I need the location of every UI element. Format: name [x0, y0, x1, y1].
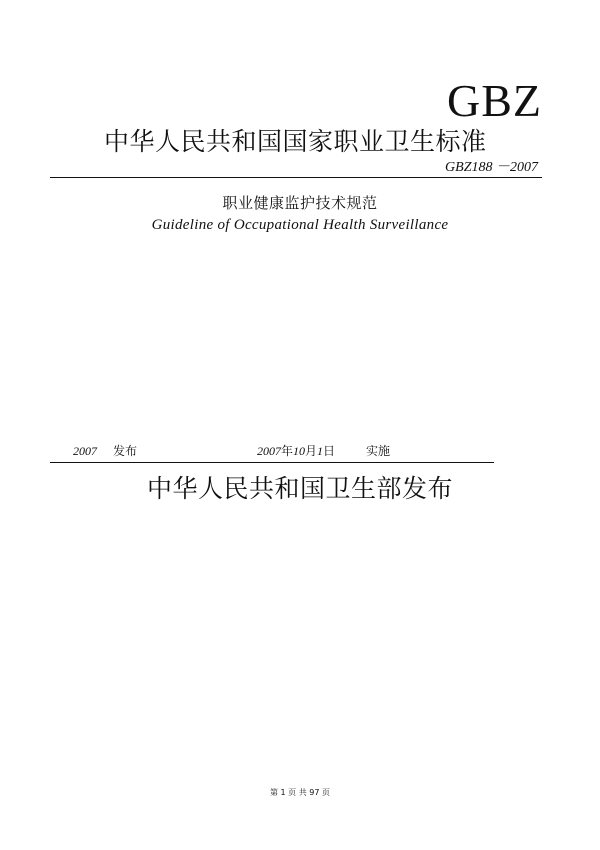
standard-category: 中华人民共和国国家职业卫生标准	[104, 127, 487, 156]
impl-year-sep: 年	[281, 444, 294, 458]
document-title-en: Guideline of Occupational Health Surveillance	[151, 217, 449, 233]
release-label: 发布	[113, 444, 138, 458]
bottom-divider	[50, 462, 494, 463]
top-divider	[50, 177, 542, 178]
impl-day-sep: 日	[323, 444, 336, 458]
impl-day: 1	[317, 444, 324, 458]
publisher: 中华人民共和国卫生部发布	[146, 474, 453, 503]
release-year: 2007	[73, 444, 97, 458]
impl-year: 2007	[257, 444, 281, 458]
impl-month-sep: 月	[305, 444, 318, 458]
standard-number: GBZ188 －2007	[445, 160, 538, 175]
implementation-date	[257, 443, 335, 459]
page-number: 第 1 页 共 97 页	[270, 788, 330, 797]
impl-month: 10	[293, 444, 306, 458]
document-title-zh: 职业健康监护技术规范	[222, 194, 378, 212]
implementation-label: 实施	[366, 444, 391, 458]
gbz-logo: GBZ	[447, 75, 542, 126]
